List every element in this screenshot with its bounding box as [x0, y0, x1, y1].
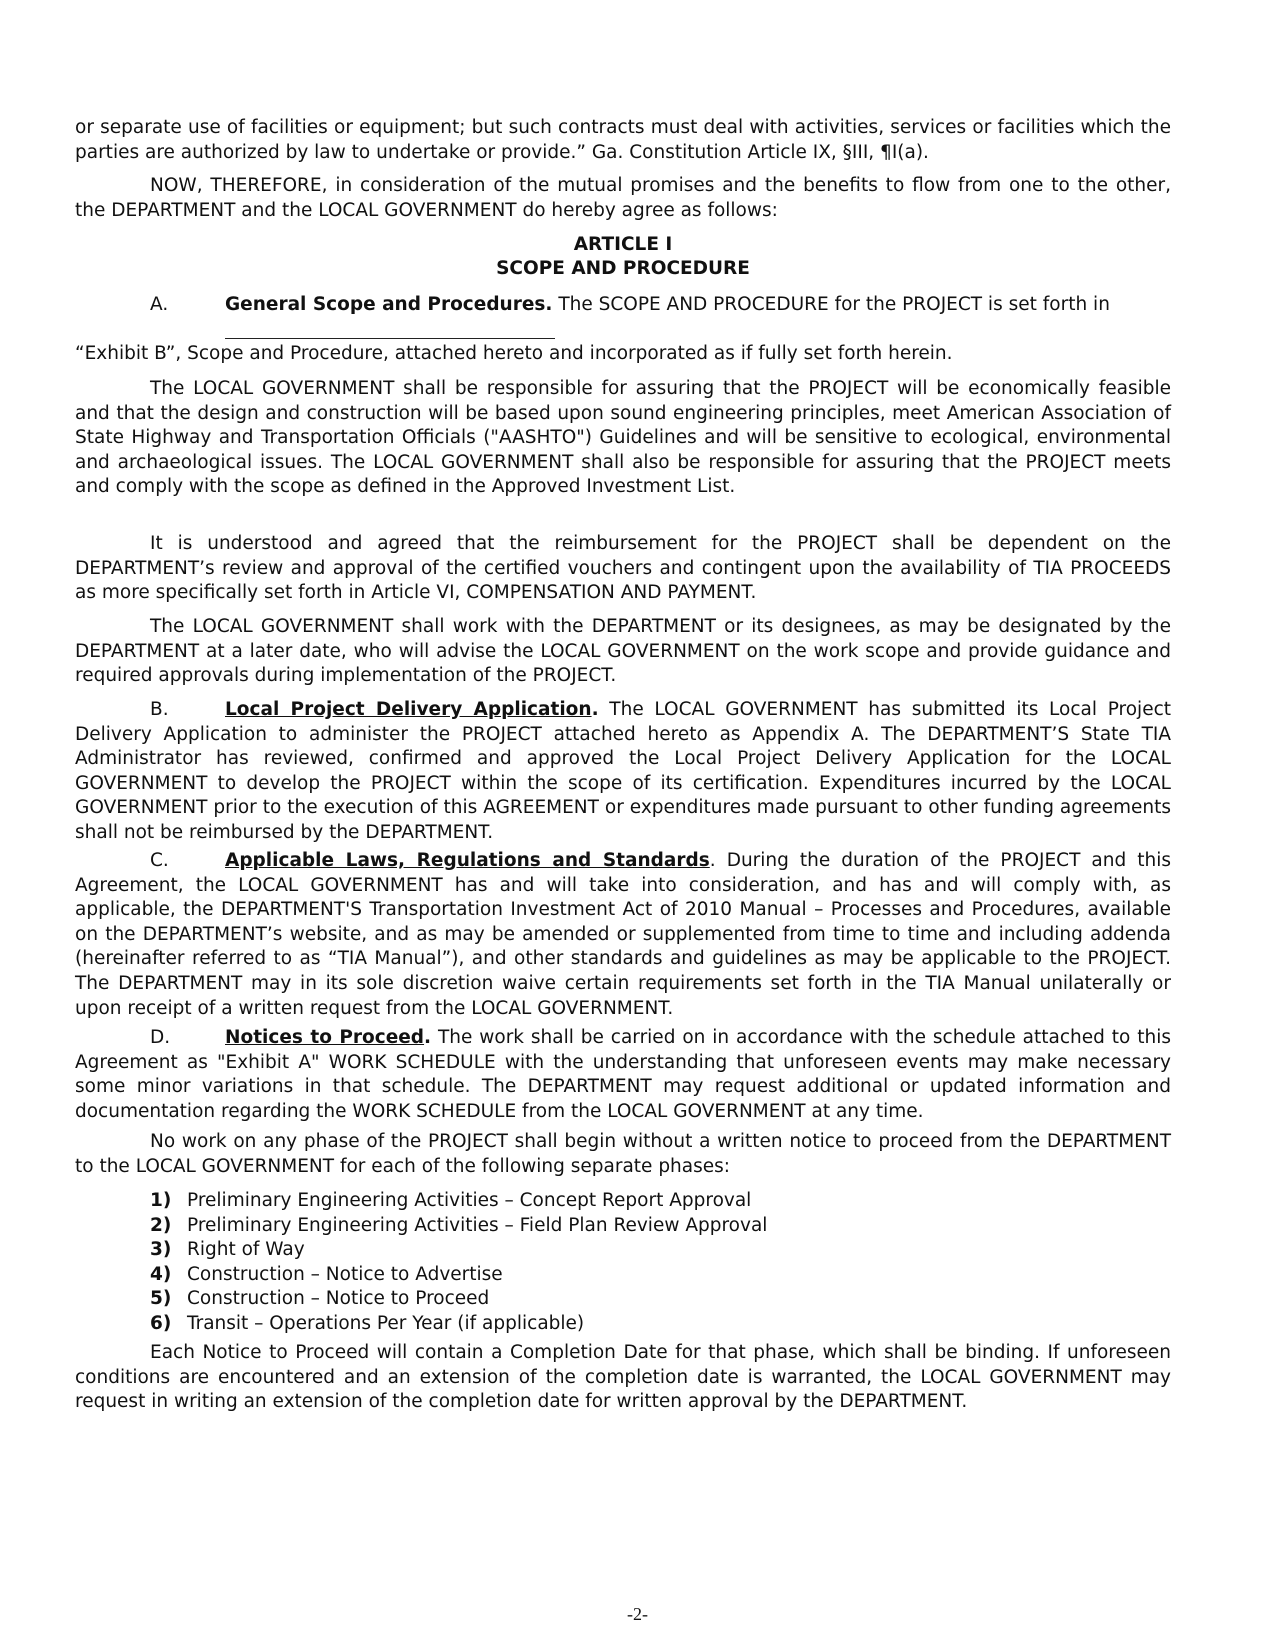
- article-number: ARTICLE I: [573, 234, 673, 255]
- section-a-text: The SCOPE AND PROCEDURE for the PROJECT is set forth in: [552, 294, 1110, 315]
- section-b: [75, 698, 1171, 846]
- section-d-label: D.: [150, 1027, 171, 1048]
- list-item: [150, 1189, 767, 1214]
- section-c-text: . During the duration of the PROJECT and this Agreement, the LOCAL GOVERNMENT has and will take into consideration, and has and will comply with, as applicable, the DEPARTMENT'S Transportation Investment Act of 2010 Manual – Processes and Procedures, available on the DEPARTMENT’s website, and as may be amended or supplemented from time to time and including addenda (hereinafter referred to as “TIA Manual”), and other standards and guidelines as may be applicable to the PROJECT. The DEPARTMENT may in its sole discretion waive certain requirements set forth in the TIA Manual unilaterally or upon receipt of a written request from the LOCAL GOVERNMENT.: [75, 850, 1171, 1019]
- section-d: [75, 1026, 1171, 1124]
- section-d-heading: Notices to Proceed: [225, 1027, 425, 1048]
- section-b-label: B.: [150, 699, 169, 720]
- section-a-paragraph-2: It is understood and agreed that the reimbursement for the PROJECT shall be dependent on the DEPARTMENT’s review and approval of the certified vouchers and contingent upon the availability of TIA PROCEEDS as more specifically set forth in Article VI, COMPENSATION AND PAYMENT.: [75, 533, 1171, 604]
- list-item-text: Construction – Notice to Advertise: [187, 1263, 503, 1285]
- section-d-paragraph-1: No work on any phase of the PROJECT shall begin without a written notice to proceed from the DEPARTMENT to the LOCAL GOVERNMENT for each of the following separate phases:: [75, 1131, 1171, 1177]
- list-item: [150, 1312, 767, 1337]
- section-a-paragraph-3: The LOCAL GOVERNMENT shall work with the DEPARTMENT or its designees, as may be designated by the DEPARTMENT at a later date, who will advise the LOCAL GOVERNMENT on the work scope and provide guidance and required approvals during implementation of the PROJECT.: [75, 616, 1171, 687]
- section-c-heading: Applicable Laws, Regulations and Standards: [225, 850, 710, 871]
- list-item: [150, 1287, 767, 1312]
- list-item-number: 4): [150, 1263, 172, 1285]
- section-d-paragraph-2: Each Notice to Proceed will contain a Completion Date for that phase, which shall be binding. If unforeseen conditions are encountered and an extension of the completion date is warranted, the LOCAL GOVERNMENT may request in writing an extension of the completion date for written approval by the DEPARTMENT.: [75, 1342, 1171, 1413]
- intro-continuation: or separate use of facilities or equipment; but such contracts must deal with activities, services or facilities which the parties are authorized by law to undertake or provide.” Ga. Constitution Article IX, §III, ¶I(a).: [75, 117, 1171, 163]
- fill-in-blank-line: [225, 338, 555, 339]
- list-item-number: 1): [150, 1190, 172, 1211]
- list-item-text: Preliminary Engineering Activities – Field Plan Review Approval: [187, 1214, 768, 1236]
- list-item-text: Transit – Operations Per Year (if applicable): [187, 1312, 585, 1334]
- list-item-number: 5): [150, 1288, 172, 1310]
- list-item: [150, 1214, 767, 1239]
- list-item-number: 3): [150, 1239, 172, 1261]
- section-d-heading-period: .: [424, 1027, 432, 1048]
- list-item: [150, 1263, 767, 1288]
- phase-list: [150, 1189, 767, 1337]
- article-title: SCOPE AND PROCEDURE: [496, 258, 750, 279]
- list-item: [150, 1238, 767, 1263]
- section-b-heading: Local Project Delivery Application: [225, 699, 592, 720]
- now-therefore-paragraph: NOW, THEREFORE, in consideration of the mutual promises and the benefits to flow from one to the other, the DEPARTMENT and the LOCAL GOVERNMENT do hereby agree as follows:: [75, 175, 1171, 221]
- section-d-text: The work shall be carried on in accordance with the schedule attached to this Agreement as "Exhibit A" WORK SCHEDULE with the understanding that unforeseen events may make necessary some minor variations in that schedule. The DEPARTMENT may request additional or updated information and documentation regarding the WORK SCHEDULE from the LOCAL GOVERNMENT at any time.: [75, 1027, 1171, 1122]
- section-a-label: A.: [150, 294, 169, 315]
- list-item-text: Preliminary Engineering Activities – Concept Report Approval: [187, 1190, 752, 1211]
- list-item-text: Right of Way: [187, 1239, 305, 1261]
- list-item-number: 2): [150, 1214, 172, 1236]
- section-a-continuation: “Exhibit B”, Scope and Procedure, attached hereto and incorporated as if fully set forth herein.: [75, 343, 953, 364]
- list-item-number: 6): [150, 1312, 172, 1334]
- section-b-text: The LOCAL GOVERNMENT has submitted its Local Project Delivery Application to administer the PROJECT attached hereto as Appendix A. The DEPARTMENT’S State TIA Administrator has reviewed, confirmed and approved the Local Project Delivery Application for the LOCAL GOVERNMENT to develop the PROJECT within the scope of its certification. Expenditures incurred by the LOCAL GOVERNMENT prior to the execution of this AGREEMENT or expenditures made pursuant to other funding agreements shall not be reimbursed by the DEPARTMENT.: [75, 699, 1172, 843]
- section-c-label: C.: [150, 850, 169, 871]
- section-c: [75, 849, 1171, 1021]
- section-b-heading-period: .: [591, 699, 599, 720]
- section-a: [75, 293, 1171, 318]
- section-a-paragraph-1: The LOCAL GOVERNMENT shall be responsible for assuring that the PROJECT will be economically feasible and that the design and construction will be based upon sound engineering principles, meet American Association of State Highway and Transportation Officials ("AASHTO") Guidelines and will be sensitive to ecological, environmental and archaeological issues. The LOCAL GOVERNMENT shall also be responsible for assuring that the PROJECT meets and comply with the scope as defined in the Approved Investment List.: [75, 378, 1171, 498]
- section-a-heading: General Scope and Procedures.: [225, 294, 553, 315]
- list-item-text: Construction – Notice to Proceed: [187, 1288, 490, 1310]
- page-number: -2-: [627, 1604, 648, 1624]
